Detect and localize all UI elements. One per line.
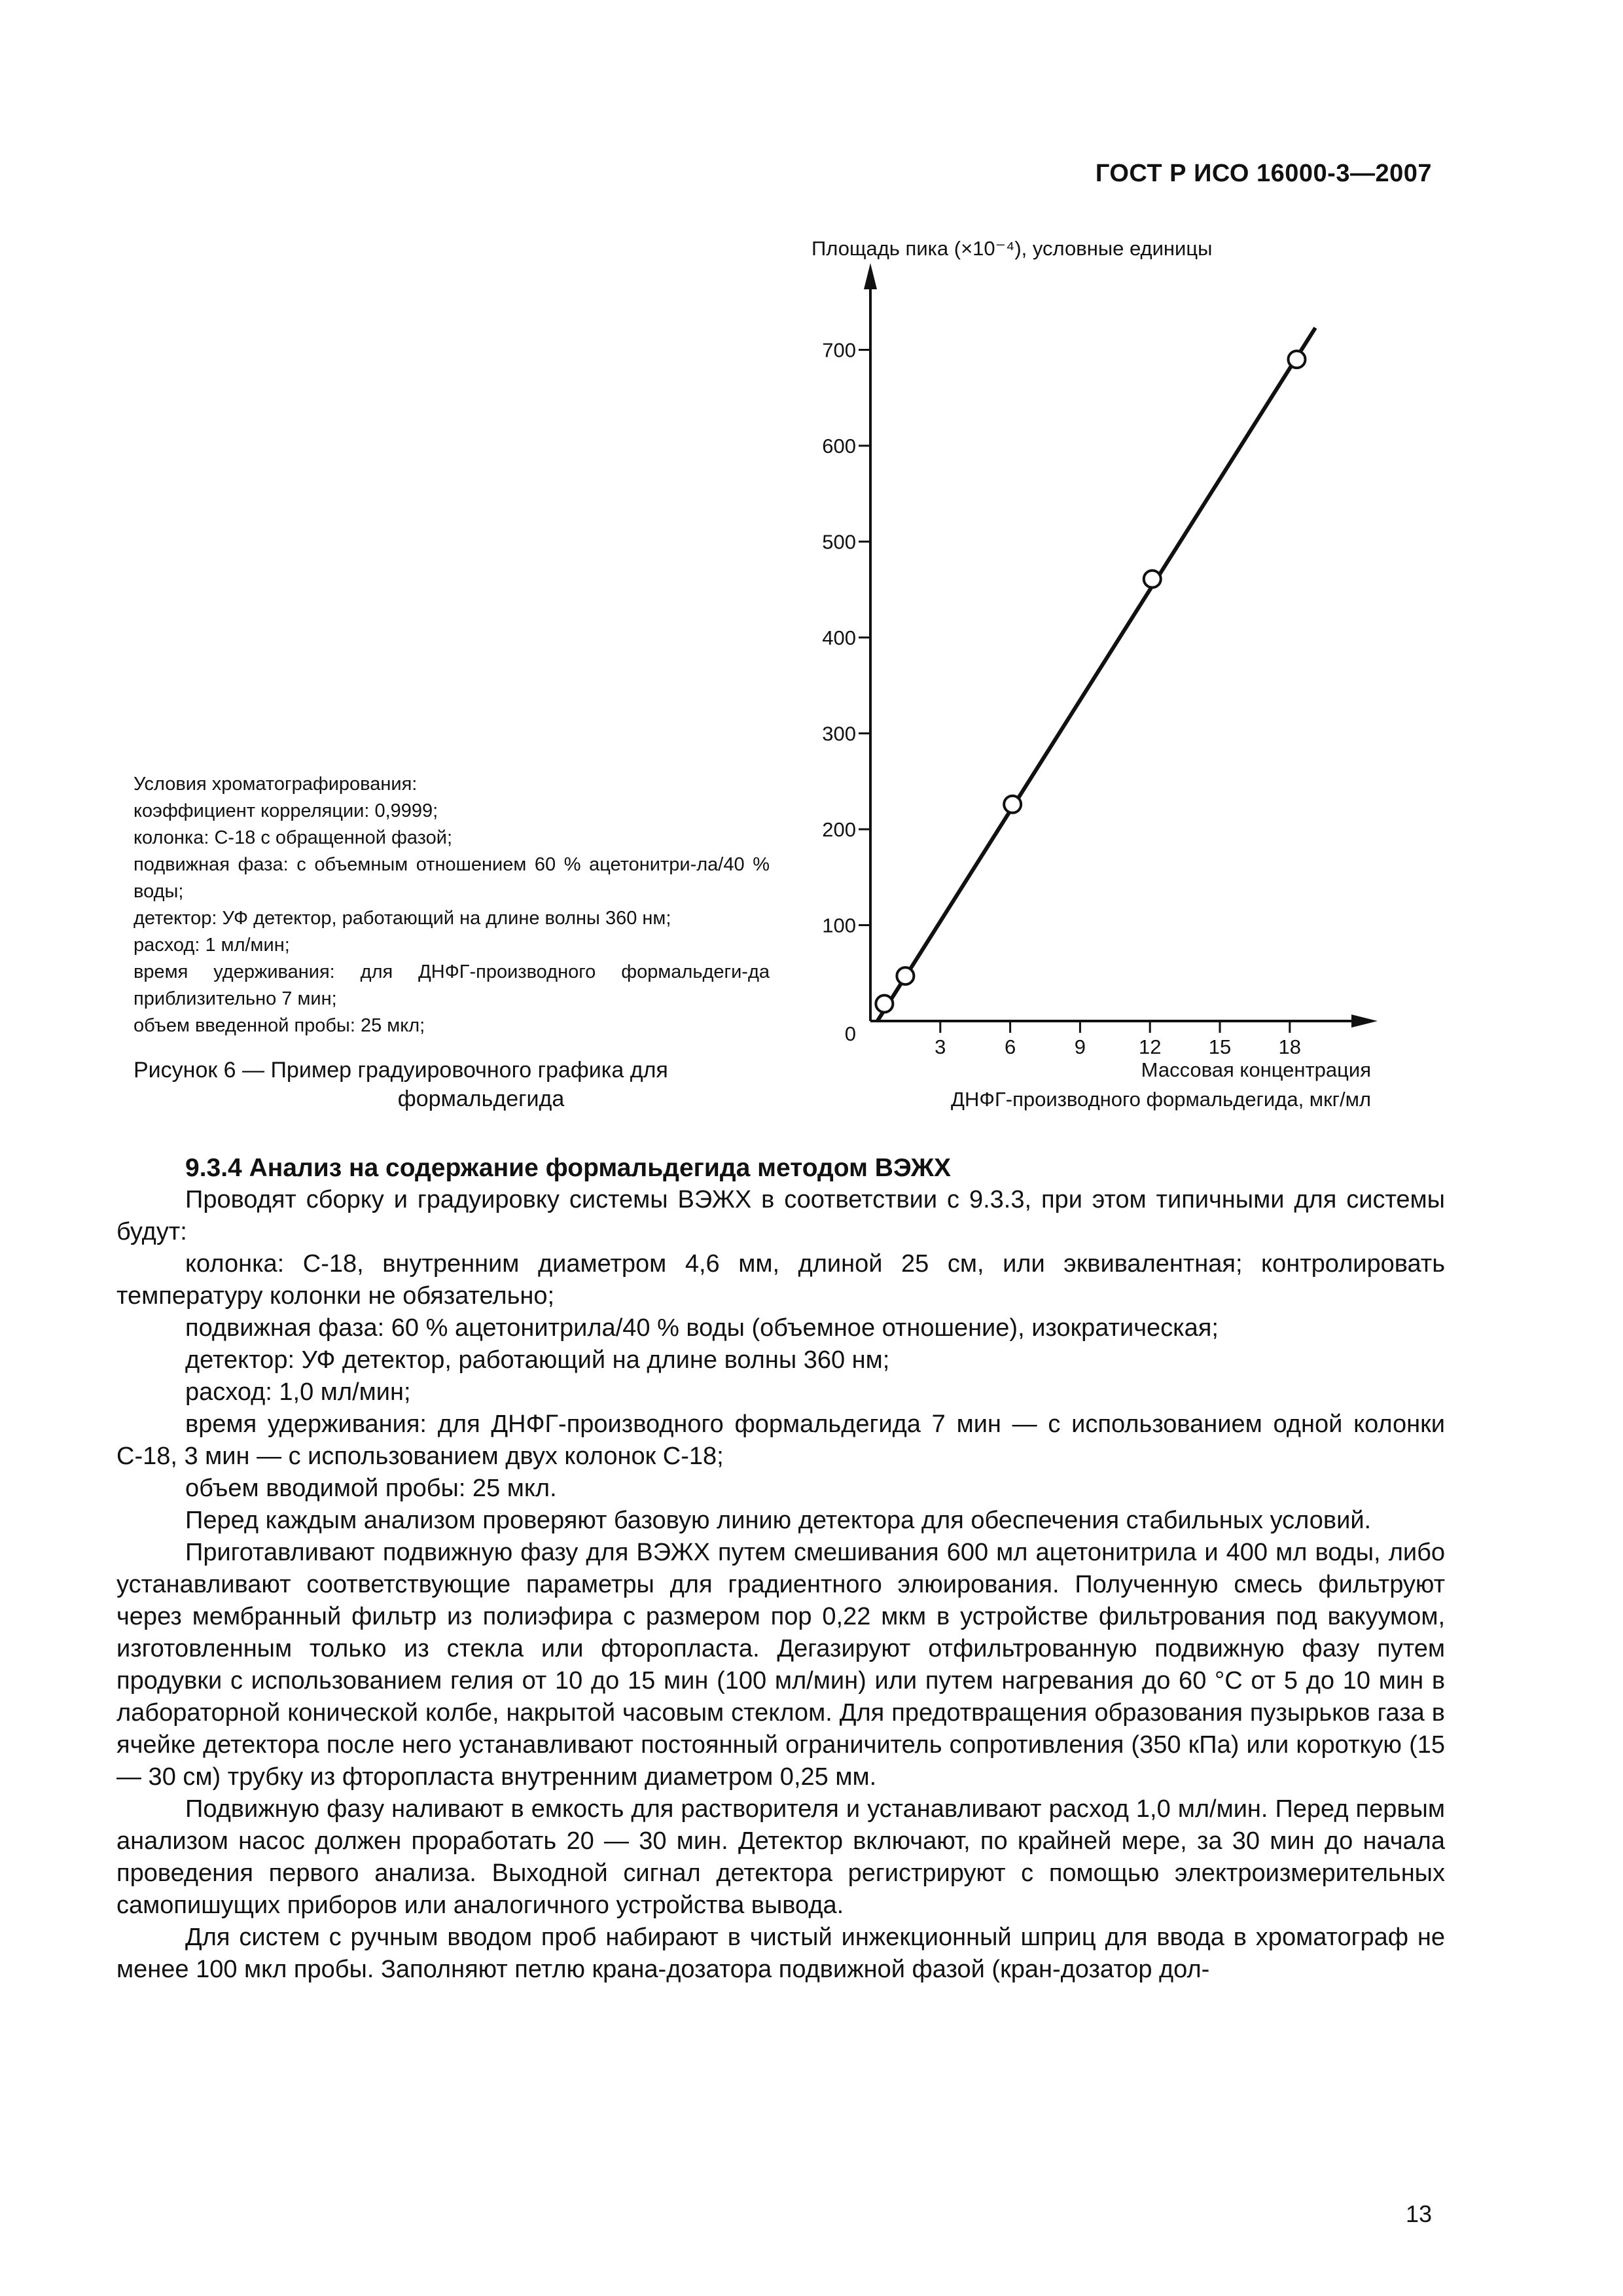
figure-caption (134, 1056, 770, 1113)
x-axis-label-line2: ДНФГ-производного формальдегида, мкг/мл (951, 1088, 1371, 1111)
paragraph: Проводят сборку и градуировку системы ВЭЖХ в соответствии с 9.3.3, при этом типичными для системы будут: (116, 1186, 1445, 1246)
y-tick-label: 400 (822, 626, 856, 649)
data-point (897, 967, 914, 984)
chart-labels (812, 237, 1371, 1111)
y-tick-label: 300 (822, 722, 856, 745)
y-axis-arrow (864, 263, 877, 289)
chart-fit-line (878, 328, 1315, 1021)
x-tick-label: 9 (1074, 1035, 1086, 1058)
condition-item: время удерживания: для ДНФГ-производного формальдеги-да приблизительно 7 мин; (134, 961, 770, 1009)
paragraph: объем вводимой пробы: 25 мкл. (185, 1475, 557, 1502)
calibration-chart (785, 229, 1414, 1132)
condition-item: колонка: С-18 с обращенной фазой; (134, 827, 453, 848)
y-tick-label: 500 (822, 530, 856, 554)
fit-line (878, 328, 1315, 1021)
condition-item: детектор: УФ детектор, работающий на длине волны 360 нм; (134, 908, 671, 929)
paragraph: колонка: С-18, внутренним диаметром 4,6 мм, длиной 25 см, или эквивалентная; контролировать температуру колонки не обязательно; (116, 1250, 1445, 1310)
document-header: ГОСТ Р ИСО 16000-3—2007 (1095, 160, 1432, 187)
x-tick-label: 12 (1138, 1035, 1162, 1058)
x-tick-label: 18 (1278, 1035, 1302, 1058)
x-axis-label-line1: Массовая концентрация (1141, 1058, 1371, 1081)
y-tick-label: 700 (822, 338, 856, 362)
chart-axes (864, 263, 1378, 1028)
origin-label: 0 (844, 1022, 856, 1045)
figure-caption-line1: Рисунок 6 — Пример градуировочного графика для (134, 1058, 668, 1083)
x-tick-label: 3 (935, 1035, 946, 1058)
paragraph: Перед каждым анализом проверяют базовую линию детектора для обеспечения стабильных условий. (185, 1507, 1372, 1534)
data-point (876, 996, 893, 1013)
chart-ticks (822, 339, 1301, 1059)
paragraph: Подвижную фазу наливают в емкость для растворителя и устанавливают расход 1,0 мл/мин. Перед первым анализом насос должен проработать 20 — 30 мин. Детектор включают, по крайней мере, за 30 мин до начала проведения первого анализа. Выходной сигнал детектора регистрируют с помощью электроизмерительных самопишущих приборов или аналогичного устройства вывода. (116, 1795, 1445, 1919)
data-point (1144, 571, 1161, 588)
conditions-title: Условия хроматографирования: (134, 774, 418, 795)
x-tick-label: 15 (1208, 1035, 1232, 1058)
page-number: 13 (1405, 2200, 1432, 2227)
section-body (116, 1152, 1445, 1986)
x-tick-label: 6 (1004, 1035, 1016, 1058)
y-axis-label: Площадь пика (×10⁻⁴), условные единицы (812, 237, 1213, 260)
data-point (1288, 351, 1305, 368)
paragraph: подвижная фаза: 60 % ацетонитрила/40 % воды (объемное отношение), изократическая; (185, 1314, 1219, 1342)
paragraph: расход: 1,0 мл/мин; (185, 1378, 411, 1406)
condition-item: расход: 1 мл/мин; (134, 935, 290, 956)
y-tick-label: 200 (822, 818, 856, 841)
paragraph: Для систем с ручным вводом проб набирают в чистый инжекционный шприц для ввода в хроматограф не менее 100 мкл пробы. Заполняют петлю крана-дозатора подвижной фазой (кран-дозатор дол- (116, 1924, 1445, 1983)
y-tick-label: 600 (822, 435, 856, 457)
condition-item: коэффициент корреляции: 0,9999; (134, 800, 438, 821)
chromatography-conditions (134, 771, 770, 1039)
x-axis-arrow (1351, 1014, 1378, 1028)
condition-item: объем введенной пробы: 25 мкл; (134, 1015, 425, 1036)
paragraph: детектор: УФ детектор, работающий на длине волны 360 нм; (185, 1346, 890, 1374)
data-point (1004, 796, 1021, 813)
section-heading: 9.3.4 Анализ на содержание формальдегида методом ВЭЖХ (185, 1154, 951, 1182)
y-tick-label: 100 (822, 914, 856, 937)
paragraph: Приготавливают подвижную фазу для ВЭЖХ путем смешивания 600 мл ацетонитрила и 400 мл воды, либо устанавливают соответствующие параметры для градиентного элюирования. Полученную смесь фильтруют через мембранный фильтр из полиэфира с размером пор 0,22 мкм в устройстве фильтрования под вакуумом, изготовленным только из стекла или фторопласта. Дегазируют отфильтрованную подвижную фазу путем продувки с использованием гелия от 10 до 15 мин (100 мл/мин) или путем нагревания до 60 °С от 5 до 10 мин в лабораторной конической колбе, накрытой часовым стеклом. Для предотвращения образования пузырьков газа в ячейке детектора после него устанавливают постоянный ограничитель сопротивления (350 кПа) или короткую (15 — 30 см) трубку из фторопласта внутренним диаметром 0,25 мм. (116, 1539, 1445, 1791)
paragraph: время удерживания: для ДНФГ-производного формальдегида 7 мин — с использованием одной колонки С-18, 3 мин — с использованием двух колонок С-18; (116, 1410, 1445, 1470)
condition-item: подвижная фаза: с объемным отношением 60 % ацетонитри-ла/40 % воды; (134, 854, 770, 902)
figure-caption-line2: формальдегида (397, 1086, 565, 1111)
